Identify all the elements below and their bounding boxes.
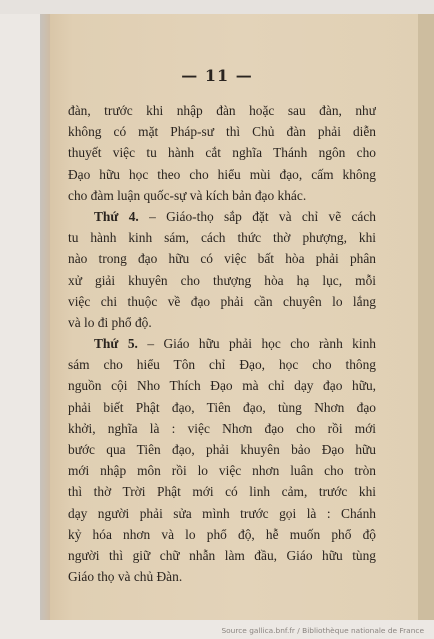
text-line <box>68 227 376 248</box>
line-text: việc chi thuộc về đạo phải cần chuyên lo lắng <box>68 293 376 309</box>
article-label: Thứ 5. <box>94 336 138 352</box>
line-text: sám cho hiểu Tôn chỉ Đạo, học cho thông <box>68 357 376 373</box>
text-line <box>68 333 376 354</box>
text-line <box>68 185 376 206</box>
text-line <box>68 418 376 439</box>
text-line <box>68 566 376 587</box>
line-text: Đạo hữu học theo cho hiểu mùi đạo, cấm không <box>68 166 376 182</box>
text-line <box>68 503 376 524</box>
text-line <box>68 312 376 333</box>
line-text: thì thờ Trời Phật mới có linh cảm, trước khi <box>68 484 376 500</box>
line-text: phải biết Phật đạo, Tiên đạo, tùng Nhơn đạo <box>68 399 376 415</box>
line-text: bước qua Tiên đạo, phải khuyên bảo Đạo hữu <box>68 442 376 457</box>
line-text: không có mặt Pháp-sư thì Chủ đàn phải diễn <box>68 124 376 140</box>
page-body-text <box>68 100 376 587</box>
text-line <box>68 206 376 227</box>
line-text: nguồn cội Nho Thích Đạo mà chỉ dạy đạo hữu, <box>68 378 376 394</box>
text-line <box>68 164 376 185</box>
text-line <box>68 460 376 481</box>
line-text: thuyết việc tu hành cắt nghĩa Thánh ngôn cho <box>68 145 376 161</box>
text-line <box>68 121 376 142</box>
line-text: người thì giữ chữ nhẫn làm đầu, Giáo hữu tùng <box>68 547 376 563</box>
line-text: – Giáo hữu phải học cho rành kinh <box>137 336 376 352</box>
line-text: và lo đi phổ độ. <box>68 314 152 330</box>
page-right-margin <box>418 14 434 620</box>
text-line <box>68 142 376 163</box>
text-line <box>68 439 376 460</box>
text-line <box>68 100 376 121</box>
text-line <box>68 291 376 312</box>
text-line <box>68 481 376 502</box>
text-line <box>68 545 376 566</box>
line-text: nào trong đạo hữu có việc bất hòa phải phân <box>68 251 376 267</box>
source-attribution: Source gallica.bnf.fr / Bibliothèque nationale de France <box>221 626 424 635</box>
article-label: Thứ 4. <box>94 208 139 224</box>
line-text: đàn, trước khi nhập đàn hoặc sau đàn, như <box>68 103 376 118</box>
line-text: xử giải khuyên cho thượng hòa hạ lục, mỗi <box>68 272 376 288</box>
line-text: Giáo thọ và chủ Đàn. <box>68 569 183 585</box>
text-line <box>68 375 376 396</box>
page-number: — 11 — <box>181 66 253 85</box>
line-text: mới nhập môn rồi lo việc nhơn luân cho tròn <box>68 463 376 479</box>
text-line <box>68 248 376 269</box>
text-line <box>68 524 376 545</box>
line-text: tu hành kinh sám, cách thức thờ phượng, khi <box>68 230 376 246</box>
line-text: khởi, nghĩa là : việc Nhơn đạo cho rồi mới <box>68 420 376 436</box>
line-text: cho đàm luận quốc-sự và kích bản đạo khác. <box>68 187 307 203</box>
scan-top-edge <box>0 0 434 14</box>
line-text: – Giáo-thọ sắp đặt và chỉ vẽ cách <box>138 208 376 224</box>
line-text: kỷ hóa nhơn và lo phổ độ, hễ muốn phổ độ <box>68 526 376 542</box>
text-line <box>68 354 376 375</box>
line-text: dạy người phải sửa mình trước gọi là : Chánh <box>68 505 376 521</box>
text-line <box>68 270 376 291</box>
text-line <box>68 397 376 418</box>
